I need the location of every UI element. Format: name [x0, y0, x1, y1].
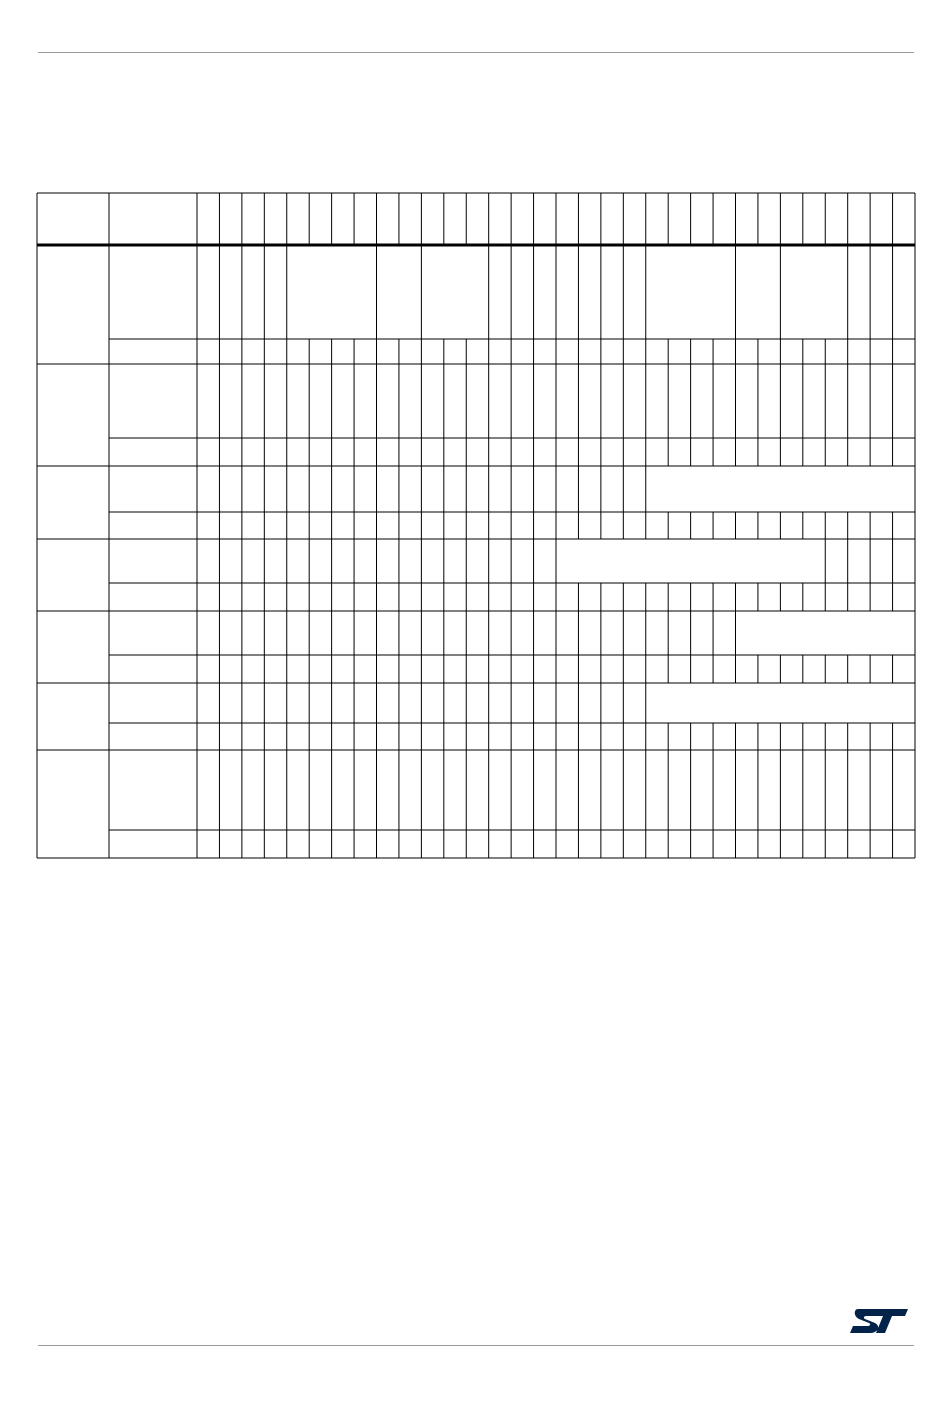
- st-logo-icon: [848, 1306, 910, 1336]
- footer-rule: [38, 1345, 914, 1346]
